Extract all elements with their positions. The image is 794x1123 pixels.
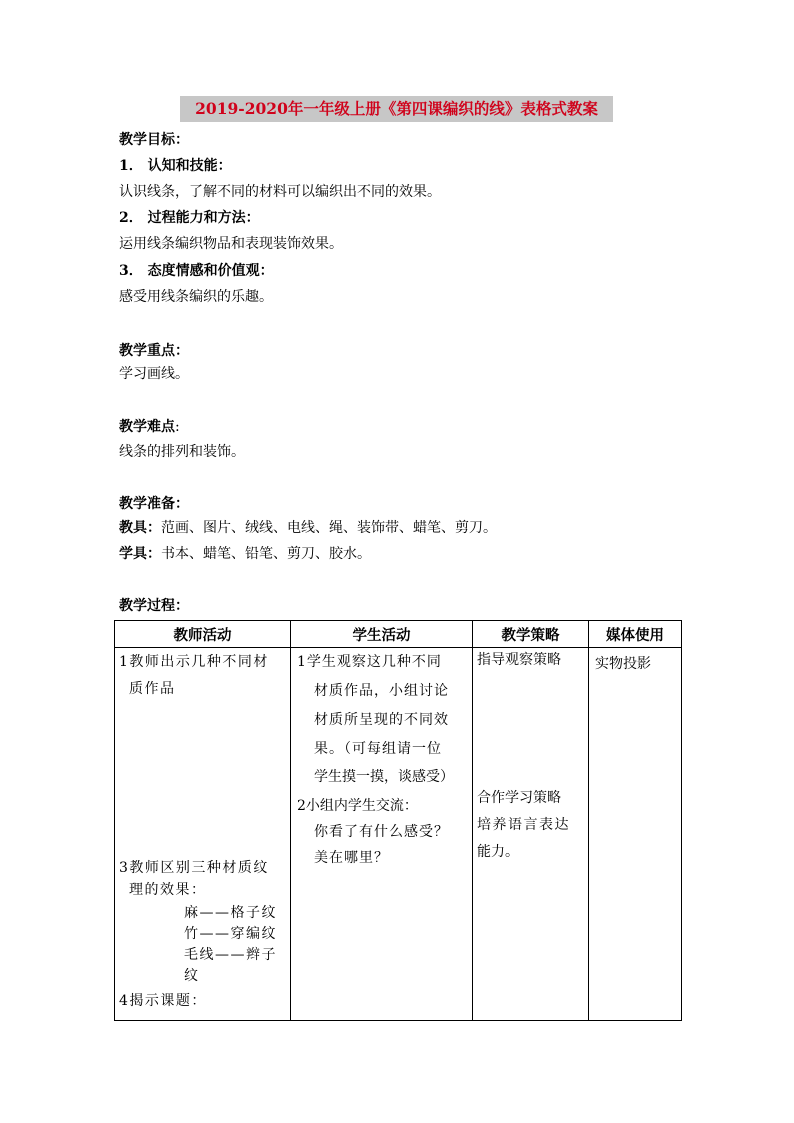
prep-teacher-label: 教具： (119, 520, 161, 536)
student-line: 你看了有什么感受？ (314, 824, 449, 840)
process-heading: 教学过程： (119, 598, 189, 614)
strategy-cell (473, 648, 589, 1021)
difficulty-heading-row (119, 417, 180, 437)
table-header-row (115, 621, 682, 648)
goal-3-text: 感受用线条编织的乐趣。 (119, 289, 273, 305)
teacher-activity-cell (115, 648, 291, 1021)
student-line: 学生摸一摸，谈感受） (314, 769, 454, 785)
difficulty-heading: 教学难点 (119, 419, 175, 435)
goals-heading: 教学目标： (119, 132, 189, 148)
goal-1-title: 1． 认知和技能： (119, 158, 232, 174)
header-teacher-activity: 教师活动 (115, 621, 291, 648)
header-strategy: 教学策略 (473, 621, 589, 648)
header-student-activity: 学生活动 (291, 621, 473, 648)
prep-heading: 教学准备： (119, 496, 189, 512)
prep-teacher (119, 518, 497, 538)
prep-student-items: 书本、蜡笔、铅笔、剪刀、胶水。 (161, 546, 371, 562)
table-row (115, 648, 682, 1021)
prep-student-label: 学具： (119, 546, 161, 562)
teacher-line: 4揭示课题： (119, 993, 207, 1009)
difficulty-text: 线条的排列和装饰。 (119, 444, 245, 460)
strategy-line: 培养语言表达 (477, 817, 570, 833)
prep-student (119, 544, 371, 564)
student-activity-cell (291, 648, 473, 1021)
student-line: 1学生观察这几种不同 (297, 654, 442, 670)
goal-3-title: 3． 态度情感和价值观： (119, 263, 274, 279)
goal-2-text: 运用线条编织物品和表现装饰效果。 (119, 236, 343, 252)
teacher-line: 1教师出示几种不同材 (119, 654, 269, 670)
strategy-line: 指导观察策略 (477, 652, 561, 668)
focus-text: 学习画线。 (119, 366, 189, 382)
student-line: 2小组内学生交流： (297, 798, 418, 814)
teacher-line: 毛线——辫子 (184, 947, 277, 963)
strategy-line: 合作学习策略 (477, 790, 561, 806)
goal-1-text: 认识线条，了解不同的材料可以编织出不同的效果。 (119, 184, 441, 200)
student-line: 材质所呈现的不同效 (314, 712, 449, 728)
teacher-line: 纹 (184, 968, 200, 984)
media-line: 实物投影 (595, 656, 651, 672)
process-table (114, 620, 682, 1021)
teacher-line: 竹——穿编纹 (184, 926, 277, 942)
goal-2-title: 2． 过程能力和方法： (119, 210, 260, 226)
teacher-line: 理的效果： (129, 882, 207, 898)
prep-teacher-items: 范画、图片、绒线、电线、绳、装饰带、蜡笔、剪刀。 (161, 520, 497, 536)
teacher-line: 麻——格子纹 (184, 905, 277, 921)
student-line: 果。（可每组请一位 (314, 741, 442, 757)
student-line: 材质作品，小组讨论 (314, 683, 449, 699)
document-title: 2019-2020年一年级上册《第四课编织的线》表格式教案 (180, 96, 613, 122)
teacher-line: 质作品 (129, 681, 176, 697)
student-line: 美在哪里？ (314, 850, 389, 866)
media-cell (589, 648, 682, 1021)
focus-heading: 教学重点： (119, 343, 189, 359)
teacher-line: 3教师区别三种材质纹 (119, 860, 269, 876)
header-media: 媒体使用 (589, 621, 682, 648)
difficulty-colon: : (175, 419, 180, 435)
strategy-line: 能力。 (477, 844, 519, 860)
